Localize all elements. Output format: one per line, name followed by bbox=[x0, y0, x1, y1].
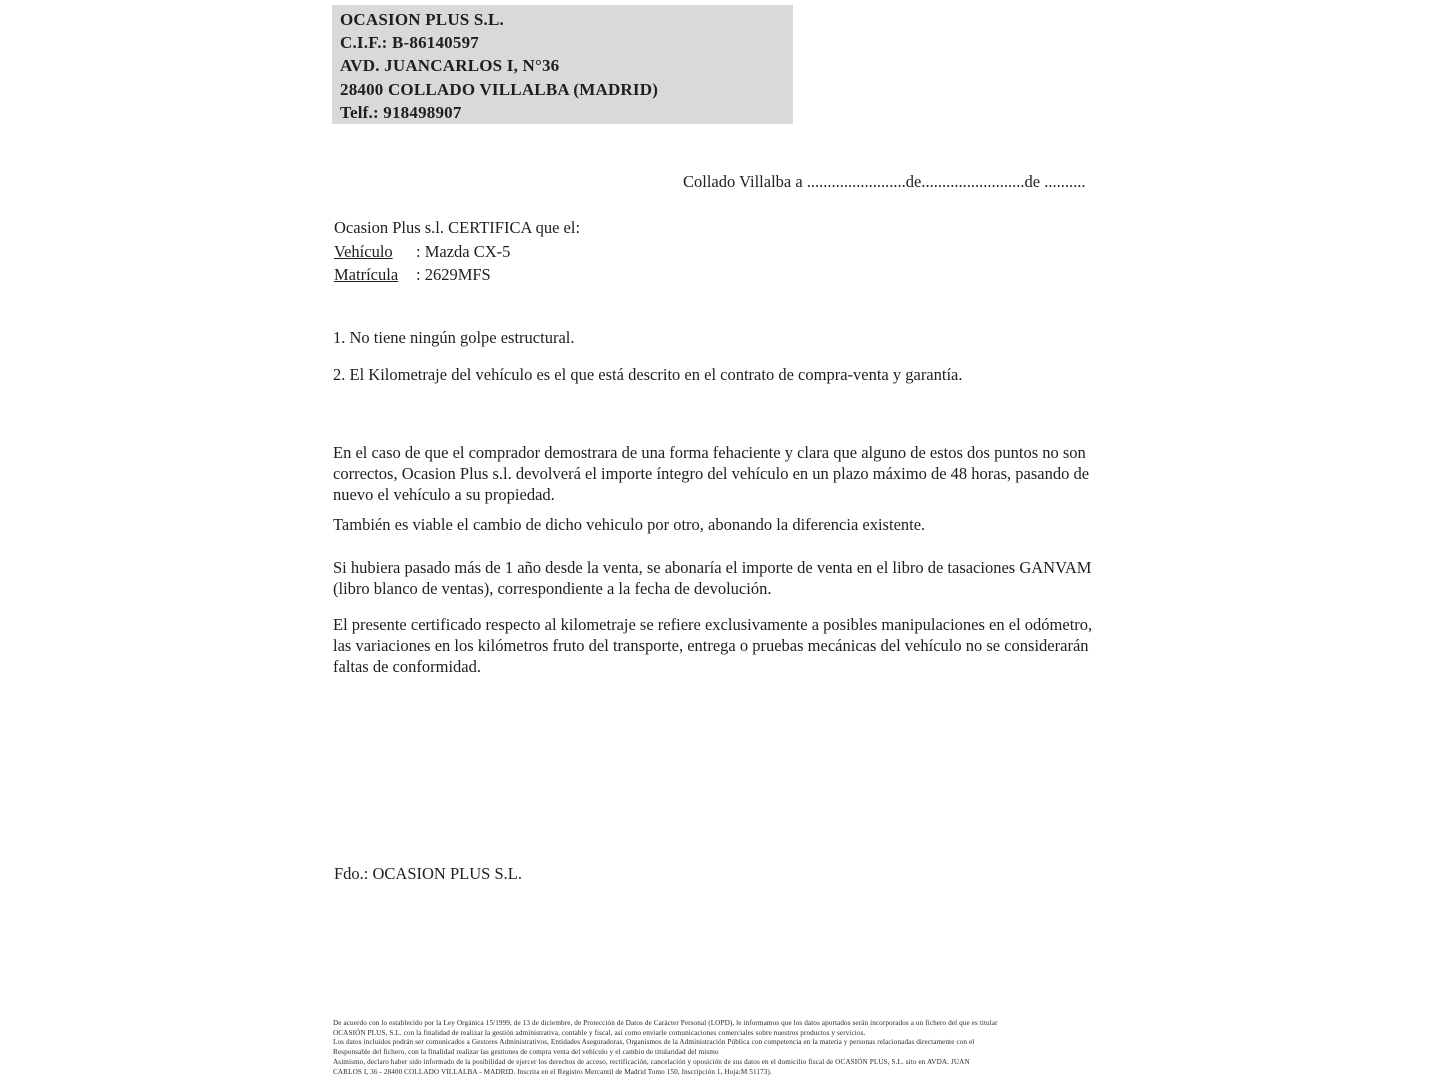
legal-footer-line: CARLOS I, 36 - 28400 COLLADO VILLALBA - MADRID. Inscrita en el Registro Mercantil de Madrid Tomo 150, Inscripción 1, Hoja:M 51173). bbox=[333, 1067, 772, 1076]
legal-footer-line: Responsable del fichero, con la finalidad realizar las gestiones de compra venta del vehículo y el cambio de titularidad del mismo bbox=[333, 1048, 719, 1057]
legal-footer-line: OCASIÓN PLUS, S.L. con la finalidad de realizar la gestión administrativa, contable y fiscal, así como enviarle comunicaciones comerciales sobre nuestros productos y servicios. bbox=[333, 1028, 866, 1037]
legal-footer-line: Asimismo, declaro haber sido informado de la posibilidad de ejercer los derechos de acceso, rectificación, cancelación y oposición de sus datos en el domicilio fiscal de OCASIÓN PLUS, S.L. sito en AVDA. JUAN bbox=[333, 1057, 970, 1066]
company-city: 28400 COLLADO VILLALBA (MADRID) bbox=[340, 79, 659, 99]
legal-footer-line: De acuerdo con lo establecido por la Ley Orgánica 15/1999, de 13 de diciembre, de Protección de Datos de Carácter Personal (LOPD), le informamos que los datos aportados serán incorporados a un fichero del que es titular bbox=[333, 1019, 998, 1027]
company-name: OCASION PLUS S.L. bbox=[340, 10, 504, 29]
refund-clause-paragraph: En el caso de que el comprador demostrara de una forma fehaciente y clara que alguno de estos dos puntos no son correctos, Ocasion Plus s.l. devolverá el importe íntegro del vehículo en un plazo máximo de 48 horas, pasando de nuevo el vehículo a su propiedad. bbox=[333, 443, 1090, 504]
certified-point-2: 2. El Kilometraje del vehículo es el que está descrito en el contrato de compra-venta y garantía. bbox=[333, 365, 963, 384]
exchange-clause-paragraph: También es viable el cambio de dicho vehiculo por otro, abonando la diferencia existente. bbox=[333, 515, 926, 534]
signature-line: Fdo.: OCASION PLUS S.L. bbox=[334, 864, 522, 883]
odometer-clause-paragraph: El presente certificado respecto al kilometraje se refiere exclusivamente a posibles manipulaciones en el odómetro, las variaciones en los kilómetros fruto del transporte, entrega o pruebas mecánicas del vehículo no se considerarán faltas de conformidad. bbox=[333, 615, 1093, 676]
legal-footer-line: Los datos incluidos podrán ser comunicados a Gestores Administrativos, Entidades Aseguradoras, Organismos de la Administración Pública con competencia en la materia y personas relacionadas directamente con el bbox=[333, 1038, 975, 1047]
company-phone: Telf.: 918498907 bbox=[340, 102, 462, 122]
company-cif: C.I.F.: B-86140597 bbox=[340, 33, 479, 53]
legal-footer-block bbox=[333, 1019, 1113, 1077]
plate-label: Matrícula bbox=[334, 265, 399, 284]
certified-point-1: 1. No tiene ningún golpe estructural. bbox=[333, 328, 575, 347]
vehicle-label: Vehículo bbox=[334, 242, 393, 261]
certify-intro-text: Ocasion Plus s.l. CERTIFICA que el: bbox=[334, 218, 581, 237]
vehicle-line bbox=[334, 242, 510, 262]
ganvam-clause-paragraph: Si hubiera pasado más de 1 año desde la venta, se abonaría el importe de venta en el libro de tasaciones GANVAM (libro blanco de ventas), correspondiente a la fecha de devolución. bbox=[333, 558, 1092, 598]
plate-value: : 2629MFS bbox=[416, 265, 491, 284]
company-address: AVD. JUANCARLOS I, N°36 bbox=[340, 56, 560, 76]
vehicle-value: : Mazda CX-5 bbox=[416, 242, 511, 261]
plate-line bbox=[334, 265, 491, 285]
date-fill-in-line: Collado Villalba a ........................de.........................de .......... bbox=[683, 172, 1086, 191]
company-letterhead-box bbox=[332, 5, 793, 124]
